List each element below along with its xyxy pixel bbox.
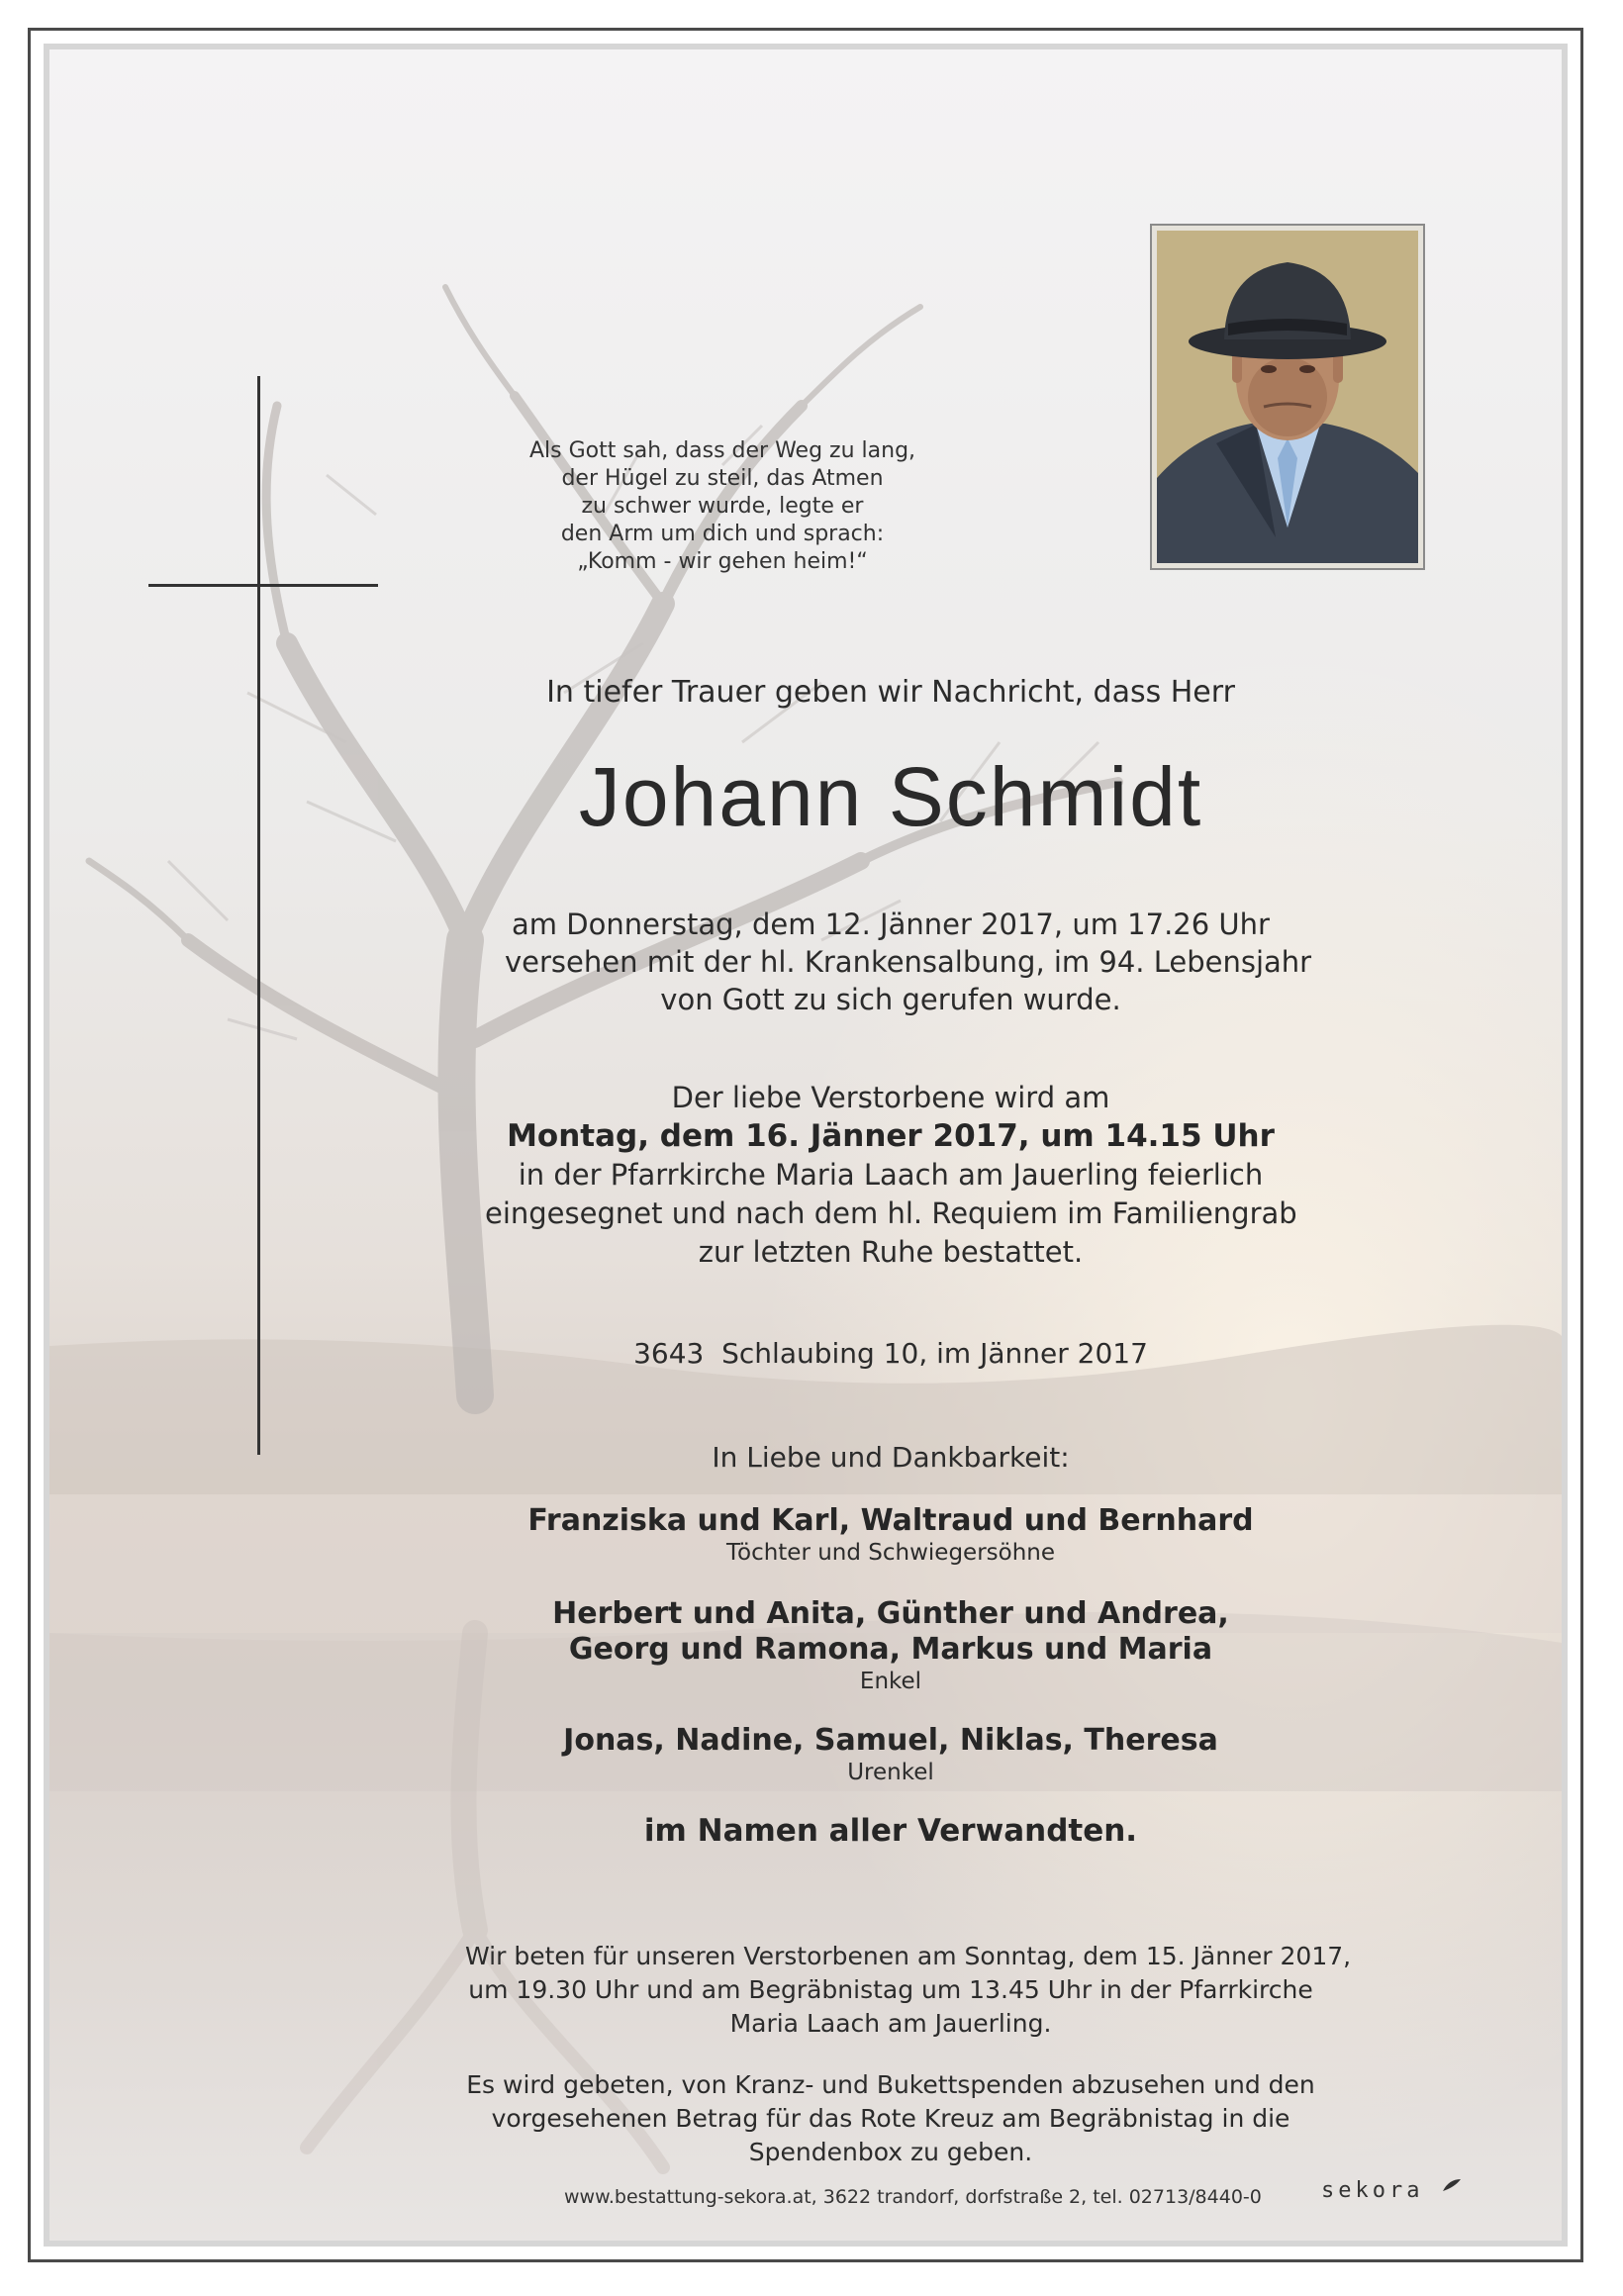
donation-line: vorgesehenen Betrag für das Rote Kreuz am Begräbnistag in die (491, 2104, 1290, 2133)
funeral-intro: Der liebe Verstorbene wird am (671, 1081, 1110, 1114)
death-details-line: am Donnerstag, dem 12. Jänner 2017, um 17.26 Uhr (512, 908, 1270, 941)
poem (525, 437, 920, 576)
death-details-line: von Gott zu sich gerufen wurde. (660, 983, 1121, 1016)
mourners-great-grandchildren: Jonas, Nadine, Samuel, Niklas, Theresa (563, 1723, 1218, 1758)
poem-line: den Arm um dich und sprach: (560, 522, 885, 546)
prayer-line: um 19.30 Uhr und am Begräbnistag um 13.45 Uhr in der Pfarrkirche (468, 1975, 1313, 2004)
death-details-line: versehen mit der hl. Krankensalbung, im 94. Lebensjahr (505, 945, 1312, 979)
poem-line: zu schwer wurde, legte er (581, 494, 864, 519)
prayer-line: Maria Laach am Jauerling. (729, 2009, 1052, 2038)
deceased-name: Johann Schmidt (578, 750, 1203, 843)
footer-contact: www.bestattung-sekora.at, 3622 trandorf, dorfstraße 2, tel. 02713/8440-0 (564, 2186, 1262, 2208)
poem-line: der Hügel zu steil, das Atmen (561, 466, 884, 491)
prayer-line: Wir beten für unseren Verstorbenen am Sonntag, dem 15. Jänner 2017, (465, 1942, 1352, 1970)
donation-line: Es wird gebeten, von Kranz- und Bukettspenden abzusehen und den (466, 2070, 1315, 2099)
prayer-info (465, 1940, 1352, 2041)
place-date: 3643 Schlaubing 10, im Jänner 2017 (633, 1337, 1148, 1370)
mourners-intro: In Liebe und Dankbarkeit: (712, 1441, 1070, 1474)
cross-vertical (257, 376, 260, 1455)
mourners-great-grandchildren-role: Urenkel (847, 1760, 934, 1785)
notice-card (44, 44, 1568, 2247)
leaf-icon (1441, 2177, 1463, 2195)
mourners (485, 1440, 1296, 1850)
funeral-line: zur letzten Ruhe bestattet. (698, 1235, 1084, 1269)
mourners-daughters: Franziska und Karl, Waltraud und Bernhard (527, 1503, 1254, 1538)
sekora-logo (1321, 2177, 1463, 2205)
announcement: In tiefer Trauer geben wir Nachricht, dass Herr (546, 675, 1235, 710)
donation-info (465, 2068, 1316, 2169)
mourners-grandchildren-role: Enkel (859, 1669, 922, 1694)
portrait-photo-frame (1150, 224, 1425, 570)
portrait-photo (1157, 231, 1418, 563)
poem-line: Als Gott sah, dass der Weg zu lang, (528, 438, 916, 463)
funeral-line: in der Pfarrkirche Maria Laach am Jauerling feierlich (518, 1158, 1264, 1192)
poem-line: „Komm - wir gehen heim!“ (577, 549, 868, 574)
cross-horizontal (148, 584, 378, 587)
funeral-date-time: Montag, dem 16. Jänner 2017, um 14.15 Uhr (507, 1118, 1275, 1154)
funeral-info (485, 1079, 1296, 1272)
donation-line: Spendenbox zu geben. (748, 2138, 1033, 2166)
mourners-daughters-role: Töchter und Schwiegersöhne (725, 1540, 1056, 1566)
funeral-line: eingesegnet und nach dem hl. Requiem im Familiengrab (485, 1196, 1297, 1230)
mourners-grandchildren-2: Georg und Ramona, Markus und Maria (568, 1632, 1213, 1667)
mourners-grandchildren-1: Herbert und Anita, Günther und Andrea, (552, 1596, 1229, 1631)
mourners-closing: im Namen aller Verwandten. (643, 1813, 1138, 1849)
death-details (505, 906, 1312, 1018)
logo-text: sekora (1321, 2178, 1424, 2203)
